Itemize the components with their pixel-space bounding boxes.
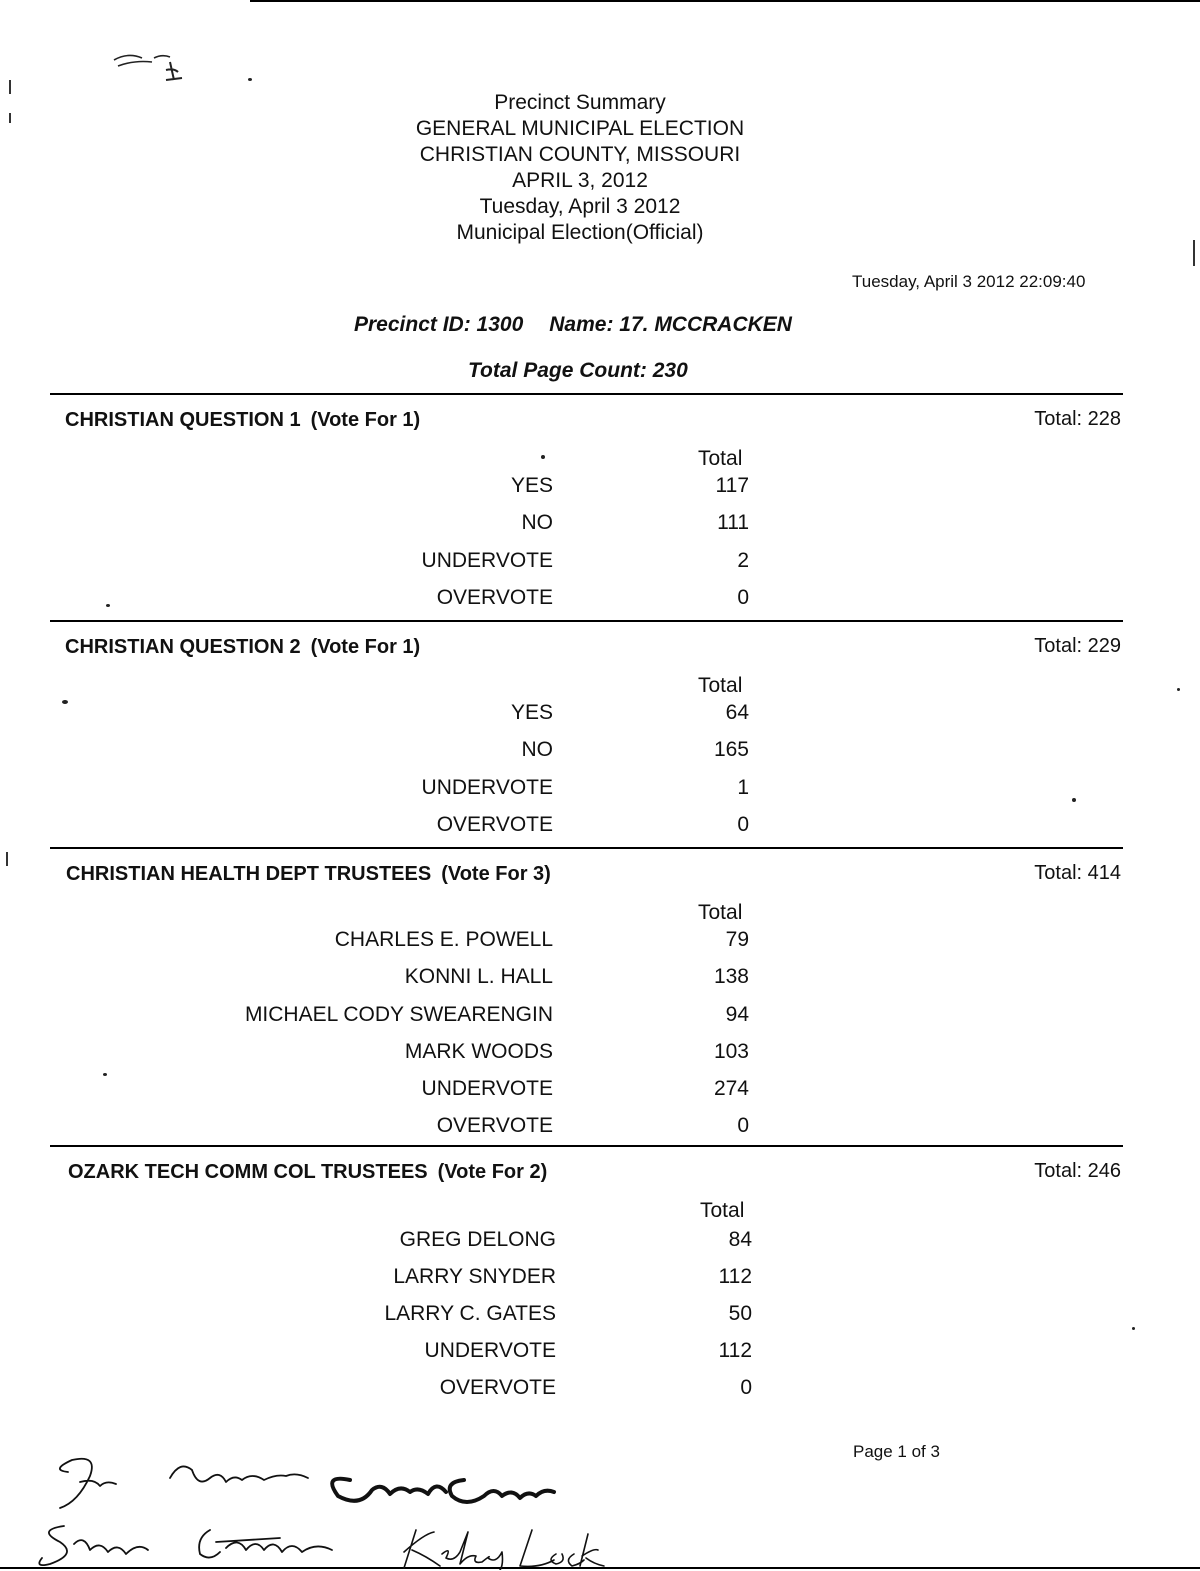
contest-total: Total: 228: [1034, 408, 1121, 430]
election-name: GENERAL MUNICIPAL ELECTION: [415, 117, 745, 140]
election-type: Municipal Election(Official): [456, 221, 704, 244]
contest-christian-question-2: [50, 620, 1123, 849]
contest-total: Total: 414: [1034, 862, 1121, 884]
contest-total: Total: 229: [1034, 635, 1121, 657]
choice-total: 112: [718, 1339, 752, 1362]
choice-name: UNDERVOTE: [421, 1077, 553, 1100]
table-row: [50, 701, 1123, 727]
scan-mark: [1193, 240, 1195, 266]
choice-name: MICHAEL CODY SWEARENGIN: [244, 1003, 553, 1026]
choice-total: 138: [713, 965, 749, 988]
precinct-line: [354, 313, 792, 337]
table-row: [50, 1077, 1123, 1103]
choice-name: YES: [510, 474, 553, 497]
choice-total: 112: [718, 1265, 752, 1288]
choice-total: 64: [725, 701, 749, 724]
choice-name: UNDERVOTE: [424, 1339, 556, 1362]
county-name: CHRISTIAN COUNTY, MISSOURI: [419, 143, 741, 166]
scan-speck: [248, 78, 252, 81]
contest-title: CHRISTIAN HEALTH DEPT TRUSTEES (Vote For 3): [66, 863, 551, 885]
contest-christian-health-dept-trustees: [50, 847, 1123, 1147]
table-row: [50, 1376, 1123, 1402]
table-row: [50, 511, 1123, 537]
choice-name: NO: [521, 511, 553, 534]
precinct-name: Name: 17. MCCRACKEN: [549, 313, 792, 336]
table-row: [50, 928, 1123, 954]
choice-total: 103: [713, 1040, 749, 1063]
choice-total: 2: [737, 549, 749, 572]
election-day: Tuesday, April 3 2012: [479, 195, 681, 218]
table-row: [50, 776, 1123, 802]
report-title: Precinct Summary: [494, 91, 666, 114]
precinct-id: Precinct ID: 1300: [354, 313, 524, 336]
table-row: [50, 1339, 1123, 1365]
scan-mark: [9, 113, 11, 123]
table-row: [50, 474, 1123, 500]
column-header-total: Total: [698, 901, 743, 924]
choice-total: 0: [737, 586, 749, 609]
contest-title: CHRISTIAN QUESTION 2 (Vote For 1): [65, 636, 421, 658]
table-row: [50, 1114, 1123, 1140]
choice-name: UNDERVOTE: [421, 549, 553, 572]
contest-ozark-tech-comm-col-trustees: [50, 1145, 1123, 1407]
scan-mark: [6, 852, 8, 866]
choice-total: 274: [713, 1077, 749, 1100]
page-number: Page 1 of 3: [853, 1442, 940, 1461]
table-row: [50, 965, 1123, 991]
contest-christian-question-1: [50, 393, 1123, 622]
choice-total: 0: [740, 1376, 752, 1399]
choice-total: 117: [715, 474, 749, 497]
choice-total: 0: [737, 1114, 749, 1137]
vote-for-label: (Vote For 1): [310, 636, 421, 658]
choice-name: MARK WOODS: [404, 1040, 553, 1063]
report-header: [380, 90, 780, 246]
choice-name: NO: [521, 738, 553, 761]
scan-speck: [1132, 1327, 1135, 1330]
handwritten-mark-icon: [108, 40, 188, 85]
choice-total: 0: [737, 813, 749, 836]
table-row: [50, 1302, 1123, 1328]
column-header-total: Total: [698, 447, 743, 470]
table-row: [50, 586, 1123, 612]
choice-total: 111: [717, 511, 749, 534]
choice-name: OVERVOTE: [436, 586, 553, 609]
column-header-total: Total: [698, 674, 743, 697]
contest-total: Total: 246: [1034, 1160, 1121, 1182]
column-header-total: Total: [700, 1199, 745, 1222]
table-row: [50, 738, 1123, 764]
vote-for-label: (Vote For 2): [437, 1161, 548, 1183]
scan-mark: [9, 80, 11, 94]
top-border-rule: [250, 0, 1200, 2]
choice-name: YES: [510, 701, 553, 724]
choice-name: CHARLES E. POWELL: [334, 928, 553, 951]
signatures-icon: [20, 1430, 640, 1570]
election-date: APRIL 3, 2012: [512, 169, 648, 192]
total-page-count: Total Page Count: 230: [468, 359, 688, 382]
table-row: [50, 813, 1123, 839]
vote-for-label: (Vote For 1): [310, 409, 421, 431]
choice-name: GREG DELONG: [399, 1228, 556, 1251]
choice-name: OVERVOTE: [436, 813, 553, 836]
scan-speck: [1177, 688, 1180, 691]
table-row: [50, 1003, 1123, 1029]
report-timestamp: Tuesday, April 3 2012 22:09:40: [852, 272, 1086, 291]
choice-total: 165: [713, 738, 749, 761]
choice-total: 94: [725, 1003, 749, 1026]
contest-title: OZARK TECH COMM COL TRUSTEES (Vote For 2): [68, 1161, 548, 1183]
table-row: [50, 1040, 1123, 1066]
table-row: [50, 1228, 1123, 1254]
choice-name: LARRY C. GATES: [384, 1302, 556, 1325]
contest-title: CHRISTIAN QUESTION 1 (Vote For 1): [65, 409, 421, 431]
table-row: [50, 549, 1123, 575]
table-row: [50, 1265, 1123, 1291]
choice-name: OVERVOTE: [436, 1114, 553, 1137]
vote-for-label: (Vote For 3): [441, 863, 551, 885]
choice-total: 50: [728, 1302, 752, 1325]
choice-total: 79: [725, 928, 749, 951]
choice-name: KONNI L. HALL: [404, 965, 553, 988]
choice-total: 1: [737, 776, 749, 799]
choice-name: LARRY SNYDER: [393, 1265, 556, 1288]
choice-name: UNDERVOTE: [421, 776, 553, 799]
choice-total: 84: [728, 1228, 752, 1251]
choice-name: OVERVOTE: [439, 1376, 556, 1399]
